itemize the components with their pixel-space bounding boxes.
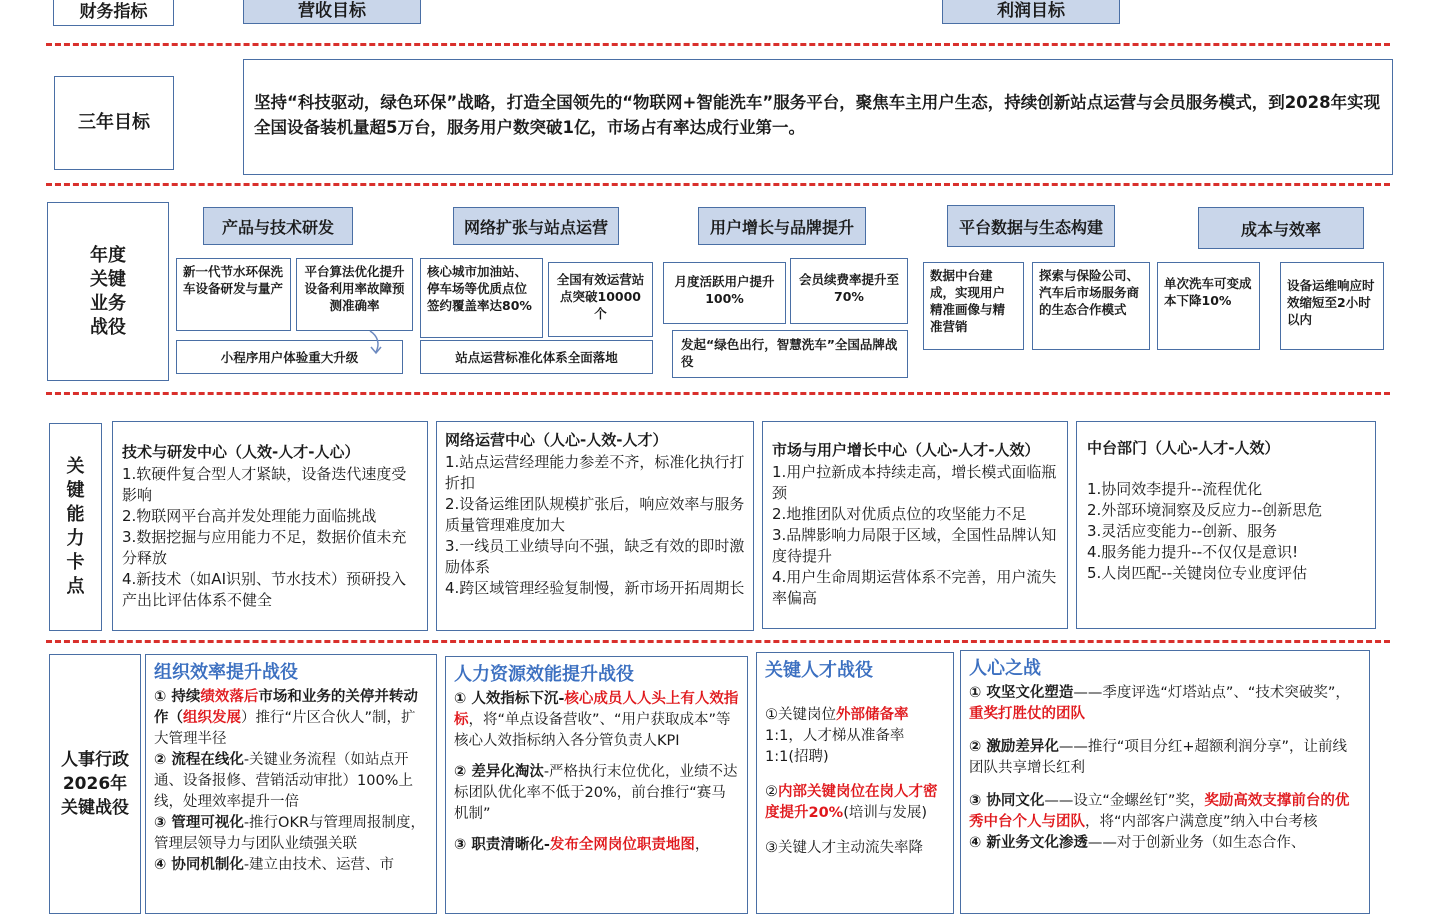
battle-point [765,705,945,768]
point-text: ④ 协同机制化 [154,857,244,873]
three-year-goal-text: 坚持“科技驱动，绿色环保”战略，打造全国领先的“物联网+智能洗车”服务平台，聚焦车主用户生态，持续创新站点运营与会员服务模式，到2028年实现全国设备装机量超5万台，服务用户数突破1亿，市场占有率达成行业第一。 [254,93,1381,137]
divider [46,640,1390,643]
hr-battle-key-talent [756,652,954,914]
battle-title: 人心之战 [969,658,1041,679]
group-title: 产品与技术研发 [221,217,334,237]
finance-label: 财务指标 [79,1,148,22]
battle-item [923,262,1024,350]
point-text: ——推行“项目分红+超额利润分享”，让前线团队共享增长红利 [969,739,1347,776]
panel-line: 2.地推团队对优质点位的攻坚能力不足 [772,505,1027,523]
point-text: ③ 职责清晰化- [454,837,550,853]
battle-point [154,750,428,813]
battle-item [1280,262,1384,350]
battle-item-text: 全国有效运营站点突破10000个 [556,272,645,321]
hr-battles-label: 人事行政 2026年 关键战役 [61,750,129,818]
capability-label-box [49,423,102,631]
capability-panel-market [762,421,1068,629]
panel-line: 3.一线员工业绩导向不强，缺乏有效的即时激励体系 [445,537,745,576]
point-text: ④ 新业务文化渗透 [969,835,1088,851]
panel-line: 3.数据挖掘与应用能力不足，数据价值未充分释放 [122,528,407,567]
three-year-goal-box [243,59,1393,175]
battle-item-text: 发起“绿色出行，智慧洗车”全国品牌战役 [681,337,898,369]
battle-point [454,689,739,752]
capability-panel-network [436,421,754,631]
finance-label-box [53,0,174,26]
point-text: ，将“单点设备营收”、“用户获取成本”等核心人效指标纳入各分管负责人KPI [454,712,731,749]
point-text: (培训与发展) [843,805,928,821]
panel-line: 1.协同效李提升--流程优化 [1087,480,1263,498]
battle-item-text: 设备运维响应时效缩短至2小时以内 [1287,278,1375,327]
battle-item-text: 单次洗车可变成本下降10% [1164,276,1252,308]
battle-title: 关键人才战役 [765,660,873,681]
point-text: ——设立“金螺丝钉”奖， [1044,793,1205,809]
battle-point [969,791,1361,833]
battle-point [969,833,1361,854]
point-text: -推行OKR与管理周报制度，管理层领导力与团队业绩强关联 [154,815,426,852]
group-header-user-growth [698,207,866,245]
point-highlight: 核心成员人人头上有人效指标 [454,691,739,728]
battle-item [296,258,413,331]
hr-battles-label-box [49,654,141,914]
battle-item [790,258,908,324]
point-highlight: 发布全网岗位职责地图 [549,837,695,853]
annual-battles-label-box [47,202,169,381]
panel-line: 5.人岗匹配--关键岗位专业度评估 [1087,564,1308,582]
point-text: ② 流程在线化 [154,752,244,768]
point-text: ，将“内部客户满意度”纳入中台考核 [1085,814,1318,830]
panel-title: 网络运营中心（人心-人效-人才） [445,431,668,449]
point-text: -关键业务流程（如站点开通、设备报修、营销活动审批）100%上线，处理效率提升一倍 [154,752,413,810]
battle-point [969,683,1361,725]
battle-item [663,262,786,324]
group-header-cost-efficiency [1198,207,1364,249]
battle-item [1157,262,1260,350]
group-title: 网络扩张与站点运营 [463,217,608,237]
group-header-network [453,207,619,245]
hr-battle-hr-efficiency [445,656,748,914]
point-text: ① 攻坚文化塑造 [969,685,1074,701]
battle-item-text: 新一代节水环保洗车设备研发与量产 [183,264,284,296]
point-text: ——对于创新业务（如生态合作、 [1087,835,1306,851]
point-text: ——季度评选“灯塔站点”、“技术突破奖”， [1073,685,1350,701]
point-highlight: 外部储备率 [836,707,909,723]
three-year-label-box [54,76,174,170]
point-highlight: 组织发展 [183,710,241,726]
point-text: ①关键岗位 [765,707,836,723]
hr-battle-org-efficiency [145,654,437,914]
point-text: ① 持续 [154,689,201,705]
battle-item [1032,262,1150,350]
panel-line: 2.物联网平台高并发处理能力面临挑战 [122,507,377,525]
point-text: ③关键人才主动流失率降 [765,840,923,856]
point-text: ② [765,784,778,800]
revenue-target-header [243,0,421,24]
panel-title: 技术与研发中心（人效-人才-人心） [122,443,360,461]
battle-item [420,340,653,374]
group-header-product-tech [203,207,353,245]
battle-point [154,855,428,876]
point-highlight: 内部关键岗位在岗人才密度提升20% [765,784,938,821]
point-highlight: 奖励高效支撑前台的优秀中台个人与团队 [969,793,1350,830]
battle-item-text: 会员续费率提升至70% [798,272,899,304]
profit-target-header [942,0,1120,24]
capability-panel-middle [1076,421,1376,629]
point-text: -建立由技术、运营、市 [243,857,395,873]
panel-line: 3.灵活应变能力--创新、服务 [1087,522,1278,540]
battle-item [420,258,543,338]
panel-line: 2.外部环境洞察及反应力--创新思危 [1087,501,1323,519]
panel-line: 1.站点运营经理能力参差不齐，标准化执行打折扣 [445,453,745,492]
profit-target-label: 利润目标 [997,0,1065,21]
battle-item [548,262,653,337]
battle-point [154,813,428,855]
point-text: ， [694,837,710,853]
point-highlight: 绩效落后 [200,689,259,705]
capability-label: 关 键 能 力 卡 点 [66,456,85,597]
point-text: ③ 管理可视化 [154,815,244,831]
divider [46,43,1390,46]
panel-line: 1.用户拉新成本持续走高，增长模式面临瓶颈 [772,463,1057,502]
panel-line: 3.品牌影响力局限于区域，全国性品牌认知度待提升 [772,526,1057,565]
divider [46,392,1390,395]
panel-line: 4.跨区域管理经验复制慢，新市场开拓周期长 [445,579,745,597]
battle-item-text: 探索与保险公司、汽车后市场服务商的生态合作模式 [1039,268,1140,317]
point-text: ）推行“片区合伙人”制，扩大管理半径 [154,710,416,747]
point-text: -严格执行末位优化，业绩不达标团队优化率不低于20%，前台推行“赛马机制” [454,764,738,822]
battle-point [454,762,739,825]
battle-item-text: 小程序用户体验重大升级 [220,349,359,365]
battle-point [969,737,1361,779]
three-year-label: 三年目标 [78,112,150,133]
battle-item-text: 站点运营标准化体系全面落地 [455,349,618,365]
point-text: ③ 协同文化 [969,793,1045,809]
panel-line: 4.服务能力提升--不仅仅是意识! [1087,543,1299,561]
panel-line: 1.软硬件复合型人才紧缺，设备迭代速度受影响 [122,465,407,504]
battle-item-text: 核心城市加油站、停车场等优质点位签约覆盖率达80% [427,264,532,313]
point-text: ① 人效指标下沉- [454,691,565,707]
battle-item-text: 平台算法优化提升设备利用率故障预测准确率 [304,264,405,313]
panel-line: 4.新技术（如AI识别、节水技术）预研投入产出比评估体系不健全 [122,570,406,609]
hr-battle-hearts [960,650,1370,914]
battle-title: 人力资源效能提升战役 [454,664,634,685]
battle-item [672,330,908,378]
battle-item-text: 月度活跃用户提升100% [674,274,775,306]
point-text: ② 激励差异化 [969,739,1059,755]
battle-point [765,782,945,824]
revenue-target-label: 营收目标 [298,0,366,21]
group-header-data-ecosystem [947,205,1115,247]
battle-point [454,835,739,856]
point-text: 市场和业务的关停并转动作（ [154,689,418,726]
point-highlight: 重奖打胜仗的团队 [969,706,1085,722]
battle-point [765,838,945,859]
battle-item [176,258,291,331]
arrow-down-icon [366,330,386,356]
panel-title: 市场与用户增长中心（人心-人才-人效） [772,441,1040,459]
battle-title: 组织效率提升战役 [154,662,298,683]
panel-line: 4.用户生命周期运营体系不完善，用户流失率偏高 [772,568,1057,607]
panel-title: 中台部门（人心-人才-人效） [1087,439,1280,457]
group-title: 平台数据与生态构建 [958,217,1103,237]
panel-line: 2.设备运维团队规模扩张后，响应效率与服务质量管理难度加大 [445,495,745,534]
battle-item-text: 数据中台建成，实现用户精准画像与精准营销 [930,268,1006,334]
point-text: ② 差异化淘汰 [454,764,544,780]
group-title: 用户增长与品牌提升 [709,217,854,237]
capability-panel-tech [112,421,428,631]
annual-battles-label: 年度 关键 业务 战役 [90,244,126,338]
point-text: 1:1，人才梯从准备率1:1(招聘) [765,728,905,765]
battle-point [154,687,428,750]
divider [46,183,1390,186]
group-title: 成本与效率 [1240,219,1321,239]
